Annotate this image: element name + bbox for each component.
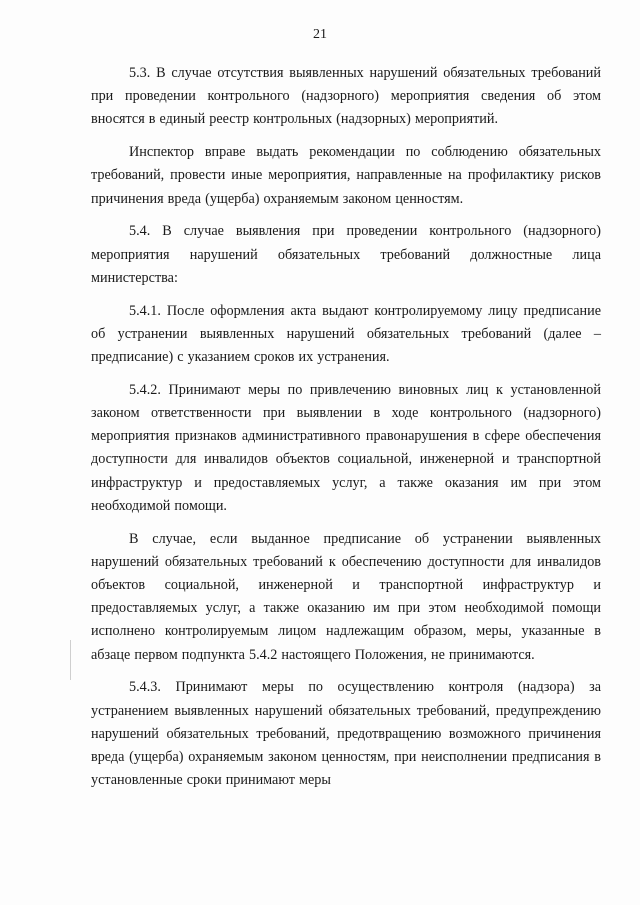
paragraph-inspector-recommendations: Инспектор вправе выдать рекомендации по соблюдению обязательных требований, провести иные мероприятия, направленные на профилактику рисков причинения вреда (ущерба) охраняемым законом ценностям.	[91, 144, 601, 207]
scan-artifact-line	[70, 640, 71, 680]
paragraph-5-4-1: 5.4.1. После оформления акта выдают контролируемому лицу предписание об устранении выявленных нарушений обязательных требований (далее – предписание) с указанием сроков их устранения.	[91, 302, 601, 366]
paragraph-prescription-fulfilled: В случае, если выданное предписание об устранении выявленных нарушений обязательных требований к обеспечению доступности для инвалидов объектов социальной, инженерной и транспортной инфраструктур и предоставляемых услуг, а также оказанию им при этом необходимой помощи исполнено контролируемым лицом надлежащим образом, меры, указанные в абзаце первом подпункта 5.4.2 настоящего Положения, не принимаются.	[91, 530, 601, 663]
paragraph-5-4-3: 5.4.3. Принимают меры по осуществлению контроля (надзора) за устранением выявленных нарушений обязательных требований, предупреждению нарушений обязательных требований, предотвращению возможного причинения вреда (ущерба) охраняемым законом ценностям, при неисполнении предписания в установленные сроки принимают меры	[91, 679, 601, 789]
paragraph-5-4-2: 5.4.2. Принимают меры по привлечению виновных лиц к установленной законом ответственности при выявлении в ходе контрольного (надзорного) мероприятия признаков административного правонарушения в сфере обеспечения доступности для инвалидов объектов социальной, инженерной и транспортной инфраструктур и предоставляемых услуг, а также оказания им при этом необходимой помощи.	[91, 381, 601, 514]
page-number: 21	[313, 27, 327, 42]
paragraph-5-3: 5.3. В случае отсутствия выявленных нарушений обязательных требований при проведении контрольного (надзорного) мероприятия сведения об этом вносятся в единый реестр контрольных (надзорных) мероприятий.	[91, 65, 601, 128]
paragraph-5-4: 5.4. В случае выявления при проведении контрольного (надзорного) мероприятия нарушений обязательных требований должностные лица министерства:	[91, 223, 601, 286]
document-body	[91, 62, 601, 792]
